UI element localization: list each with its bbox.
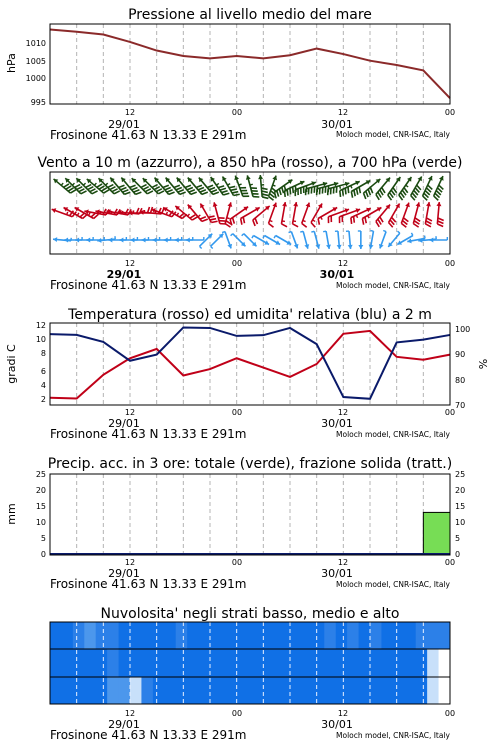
- location-label: Frosinone 41.63 N 13.33 E 291m: [50, 278, 247, 292]
- wind-barb: [379, 231, 386, 249]
- location-label: Frosinone 41.63 N 13.33 E 291m: [50, 577, 247, 591]
- cloud-cell: [313, 677, 325, 704]
- cloud-cell: [221, 649, 233, 677]
- wind-barb: [200, 234, 213, 249]
- precipitation-ytick-right: 20: [455, 486, 466, 495]
- cloud-cell: [267, 649, 279, 677]
- date-label: 30/01: [321, 567, 353, 580]
- cloud-cell: [381, 677, 393, 704]
- cloud-title: Nuvolosita' negli strati basso, medio e alto: [100, 606, 400, 622]
- cloud-cell: [233, 677, 245, 704]
- hour-label: 12: [124, 259, 136, 268]
- date-label: 30/01: [321, 118, 353, 131]
- cloud-cell: [84, 622, 96, 649]
- cloud-cell: [187, 677, 199, 704]
- hour-label: 00: [444, 108, 456, 117]
- wind-barb: [425, 202, 432, 227]
- temperature-ylabel: gradi C: [5, 344, 18, 384]
- cloud-cell: [141, 677, 153, 704]
- model-credit: Moloch model, CNR-ISAC, Italy: [336, 130, 450, 139]
- hour-label: 12: [124, 709, 136, 718]
- cloud-cell: [130, 622, 142, 649]
- cloud-cell: [359, 622, 371, 649]
- cloud-cell: [119, 649, 131, 677]
- cloud-cell: [324, 622, 336, 649]
- cloud-cell: [73, 622, 85, 649]
- wind-barb: [399, 177, 412, 200]
- hour-label: 00: [444, 259, 456, 268]
- precipitation-bar: [423, 512, 450, 554]
- cloud-cell: [359, 677, 371, 704]
- cloud-cell: [164, 622, 176, 649]
- date-label: 29/01: [108, 417, 140, 430]
- cloud-cell: [176, 622, 188, 649]
- precipitation-ytick-right: 5: [455, 534, 461, 543]
- date-label: 30/01: [321, 417, 353, 430]
- cloud-cell: [96, 622, 108, 649]
- cloud-cell: [370, 622, 382, 649]
- hour-label: 00: [444, 709, 456, 718]
- cloud-cell: [119, 677, 131, 704]
- cloud-cell: [119, 622, 131, 649]
- wind-barb: [253, 206, 270, 226]
- hour-label: 12: [124, 108, 136, 117]
- cloud-cell: [73, 649, 85, 677]
- wind-barb: [231, 234, 246, 247]
- cloud-cell: [153, 677, 165, 704]
- hour-label: 00: [231, 558, 243, 567]
- wind-barb: [211, 177, 230, 195]
- cloud-cell: [107, 622, 119, 649]
- cloud-cell: [256, 622, 268, 649]
- precipitation-yticks: [36, 470, 465, 559]
- cloud-cell: [50, 677, 62, 704]
- temperature-panel: [5, 307, 490, 441]
- cloud-cell: [301, 649, 313, 677]
- precipitation-frame: [50, 474, 450, 555]
- wind-barb: [211, 234, 224, 249]
- cloud-cell: [290, 649, 302, 677]
- cloud-cell: [324, 677, 336, 704]
- cloud-cell: [141, 622, 153, 649]
- cloud-cell: [50, 649, 62, 677]
- wind-barb: [281, 202, 287, 227]
- cloud-cell: [416, 622, 428, 649]
- precipitation-ylabel: mm: [5, 503, 18, 525]
- cloud-cell: [187, 649, 199, 677]
- cloud-cell: [164, 677, 176, 704]
- cloud-cell: [279, 649, 291, 677]
- cloud-cell: [244, 649, 256, 677]
- cloud-cell: [210, 622, 222, 649]
- cloud-heatmap: [50, 622, 451, 704]
- cloud-cell: [176, 677, 188, 704]
- precipitation-ytick: 15: [35, 502, 46, 511]
- precipitation-panel: [5, 456, 465, 591]
- temperature-ytick: 2: [40, 395, 46, 404]
- hour-label: 12: [124, 558, 136, 567]
- cloud-cell: [96, 677, 108, 704]
- cloud-cell: [416, 677, 428, 704]
- cloud-cell: [416, 649, 428, 677]
- cloud-cell: [244, 677, 256, 704]
- cloud-cell: [359, 649, 371, 677]
- hour-label: 12: [337, 558, 349, 567]
- cloud-cell: [336, 649, 348, 677]
- date-label: 29/01: [106, 268, 142, 281]
- precipitation-ytick: 10: [35, 518, 46, 527]
- cloud-cell: [290, 677, 302, 704]
- wind-barb: [423, 176, 433, 200]
- hour-label: 12: [124, 408, 136, 417]
- hour-label: 00: [231, 108, 243, 117]
- cloud-cell: [267, 622, 279, 649]
- cloud-cell: [381, 622, 393, 649]
- cloud-panel: [50, 606, 455, 742]
- cloud-cell: [244, 622, 256, 649]
- cloud-cell: [187, 622, 199, 649]
- cloud-cell: [393, 649, 405, 677]
- cloud-cell: [404, 622, 416, 649]
- wind-barb: [323, 231, 331, 249]
- cloud-cell: [176, 649, 188, 677]
- wind-barb: [389, 203, 400, 227]
- hour-label: 12: [337, 709, 349, 718]
- pressure-ytick: 1000: [25, 74, 46, 83]
- cloud-cell: [347, 649, 359, 677]
- pressure-title: Pressione al livello medio del mare: [128, 7, 372, 23]
- cloud-cell: [84, 649, 96, 677]
- wind-barb: [429, 237, 447, 243]
- cloud-cell: [233, 649, 245, 677]
- model-credit: Moloch model, CNR-ISAC, Italy: [336, 580, 450, 589]
- cloud-cell: [427, 622, 439, 649]
- cloud-cell: [164, 649, 176, 677]
- cloud-cell: [427, 677, 439, 704]
- cloud-cell: [290, 622, 302, 649]
- wind-barb: [436, 202, 443, 226]
- wind-barb: [318, 207, 337, 224]
- cloud-cell: [130, 677, 142, 704]
- temperature-ytick: 10: [35, 335, 46, 344]
- pressure-ytick: 995: [30, 98, 46, 107]
- cloud-cell: [370, 677, 382, 704]
- cloud-cell: [347, 622, 359, 649]
- cloud-cell: [256, 649, 268, 677]
- cloud-cell: [301, 622, 313, 649]
- cloud-cell: [267, 677, 279, 704]
- cloud-cell: [199, 677, 211, 704]
- model-credit: Moloch model, CNR-ISAC, Italy: [336, 430, 450, 439]
- cloud-cell: [107, 649, 119, 677]
- wind-barb: [411, 176, 422, 200]
- humidity-ytick: 70: [455, 401, 466, 410]
- wind-barb: [362, 207, 381, 224]
- precipitation-bars: [423, 512, 450, 554]
- wind-barb: [335, 231, 342, 249]
- cloud-cell: [439, 677, 451, 704]
- temperature-ytick: 12: [35, 321, 46, 330]
- cloud-cell: [279, 677, 291, 704]
- location-label: Frosinone 41.63 N 13.33 E 291m: [50, 128, 247, 142]
- cloud-cell: [199, 622, 211, 649]
- cloud-cell: [50, 622, 62, 649]
- humidity-ytick: 80: [455, 376, 466, 385]
- cloud-cell: [130, 649, 142, 677]
- cloud-cell: [153, 622, 165, 649]
- hour-label: 12: [337, 108, 349, 117]
- precipitation-title: Precip. acc. in 3 ore: totale (verde), frazione solida (tratt.): [47, 456, 453, 472]
- cloud-cell: [347, 677, 359, 704]
- precipitation-grid: [77, 474, 424, 555]
- date-label: 30/01: [321, 718, 353, 731]
- wind-barb: [293, 202, 299, 227]
- cloud-cell: [221, 677, 233, 704]
- wind-barb: [311, 231, 320, 248]
- cloud-cell: [324, 649, 336, 677]
- cloud-cell: [381, 649, 393, 677]
- wind-barb: [434, 176, 444, 200]
- cloud-cell: [84, 677, 96, 704]
- wind-barb: [302, 203, 311, 228]
- temperature-series-line: [50, 331, 450, 399]
- cloud-cell: [404, 677, 416, 704]
- hour-label: 12: [337, 259, 349, 268]
- precipitation-ytick-right: 10: [455, 518, 466, 527]
- wind-title: Vento a 10 m (azzurro), a 850 hPa (rosso), a 700 hPa (verde): [37, 155, 463, 171]
- wind-barb: [363, 179, 380, 199]
- wind-barb: [186, 237, 204, 243]
- precipitation-ytick: 5: [40, 534, 46, 543]
- cloud-cell: [61, 677, 73, 704]
- humidity-ylabel: %: [477, 358, 490, 370]
- cloud-cell: [427, 649, 439, 677]
- humidity-ytick: 90: [455, 350, 466, 359]
- wind-barb: [401, 203, 410, 228]
- cloud-cell: [404, 649, 416, 677]
- date-label: 29/01: [108, 118, 140, 131]
- cloud-cell: [256, 677, 268, 704]
- wind-barb: [369, 231, 374, 249]
- pressure-panel: [5, 7, 455, 142]
- cloud-cell: [153, 649, 165, 677]
- cloud-cell: [439, 622, 451, 649]
- cloud-cell: [313, 622, 325, 649]
- model-credit: Moloch model, CNR-ISAC, Italy: [336, 281, 450, 290]
- cloud-cell: [221, 622, 233, 649]
- cloud-cell: [107, 677, 119, 704]
- cloud-cell: [393, 622, 405, 649]
- temperature-title: Temperatura (rosso) ed umidita' relativa (blu) a 2 m: [68, 307, 432, 323]
- precipitation-ytick-right: 15: [455, 502, 466, 511]
- hour-label: 00: [444, 408, 456, 417]
- wind-barbs: [52, 175, 448, 249]
- wind-barb: [300, 231, 309, 248]
- hour-label: 00: [444, 558, 456, 567]
- hour-label: 00: [231, 408, 243, 417]
- cloud-cell: [439, 649, 451, 677]
- date-label: 29/01: [108, 567, 140, 580]
- wind-barb: [213, 202, 226, 224]
- cloud-cell: [61, 649, 73, 677]
- wind-barb: [358, 231, 364, 249]
- precipitation-ytick-right: 25: [455, 470, 466, 479]
- pressure-series-line: [50, 29, 450, 98]
- wind-panel: [37, 155, 462, 292]
- cloud-cell: [141, 649, 153, 677]
- temperature-ytick: 8: [40, 349, 46, 358]
- precipitation-ytick: 0: [40, 550, 46, 559]
- cloud-cell: [301, 677, 313, 704]
- temperature-ytick: 4: [40, 381, 46, 390]
- cloud-cell: [199, 649, 211, 677]
- precipitation-ytick: 25: [35, 470, 46, 479]
- wind-barb: [346, 231, 353, 249]
- date-label: 29/01: [108, 718, 140, 731]
- precipitation-ytick-right: 0: [455, 550, 461, 559]
- temperature-ytick: 6: [40, 367, 46, 376]
- date-label: 30/01: [319, 268, 355, 281]
- pressure-ytick: 1010: [25, 39, 46, 48]
- precipitation-ytick: 20: [35, 486, 46, 495]
- cloud-cell: [313, 649, 325, 677]
- cloud-cell: [336, 622, 348, 649]
- cloud-cell: [96, 649, 108, 677]
- location-label: Frosinone 41.63 N 13.33 E 291m: [50, 427, 247, 441]
- humidity-ytick: 100: [455, 325, 471, 334]
- cloud-cell: [370, 649, 382, 677]
- pressure-ylabel: hPa: [5, 53, 18, 73]
- cloud-cell: [73, 677, 85, 704]
- cloud-cell: [61, 622, 73, 649]
- hour-label: 12: [337, 408, 349, 417]
- location-label: Frosinone 41.63 N 13.33 E 291m: [50, 728, 247, 742]
- cloud-cell: [279, 622, 291, 649]
- cloud-cell: [210, 677, 222, 704]
- hour-label: 00: [231, 709, 243, 718]
- cloud-cell: [393, 677, 405, 704]
- hour-label: 00: [231, 259, 243, 268]
- wind-barb: [413, 202, 420, 227]
- cloud-cell: [233, 622, 245, 649]
- pressure-ytick: 1005: [25, 57, 46, 66]
- pressure-grid: [77, 24, 424, 104]
- cloud-cell: [210, 649, 222, 677]
- model-credit: Moloch model, CNR-ISAC, Italy: [336, 731, 450, 740]
- cloud-cell: [336, 677, 348, 704]
